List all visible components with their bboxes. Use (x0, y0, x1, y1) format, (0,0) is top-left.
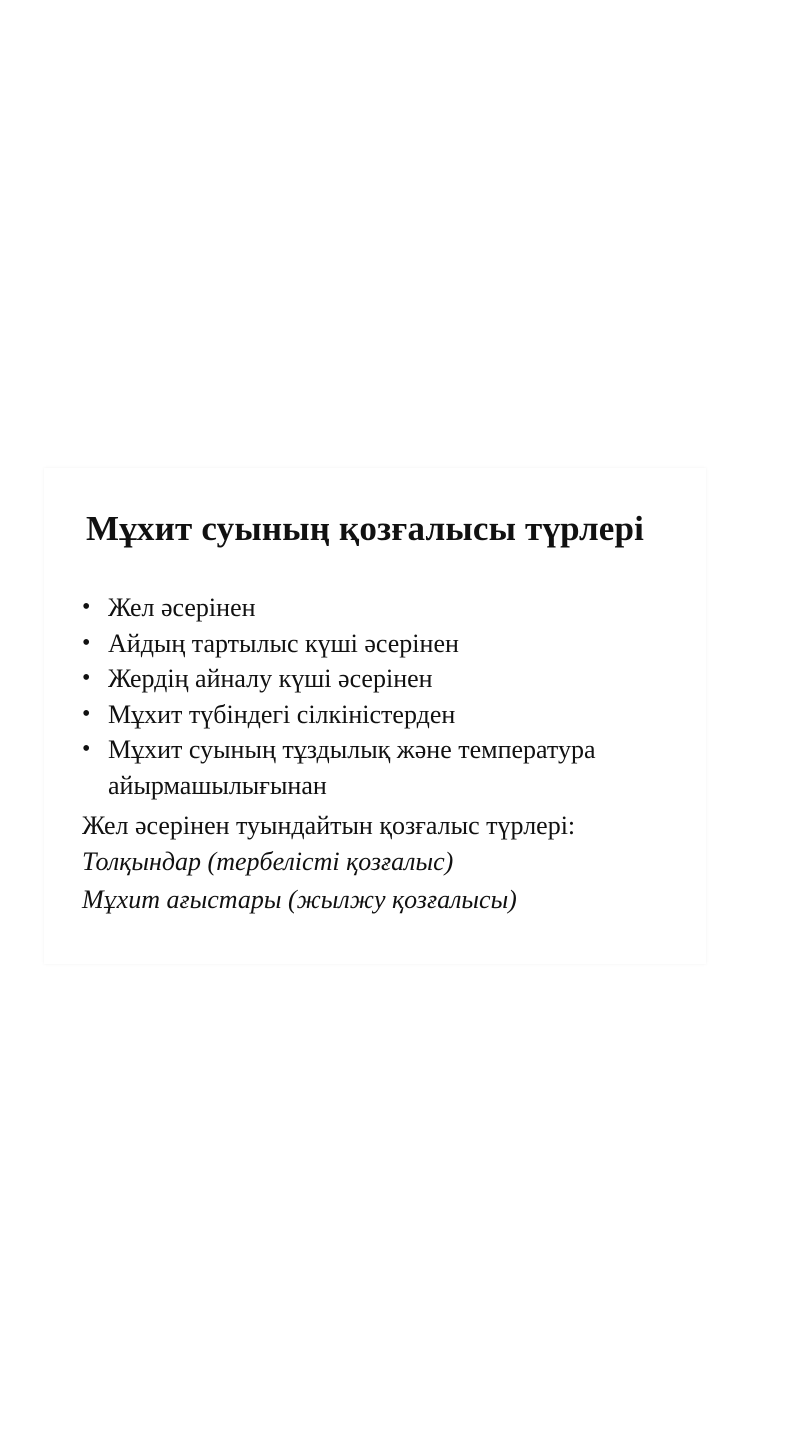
current-types-line: Мұхит ағыстары (жылжу қозғалысы) (82, 885, 517, 914)
list-item-text: Жел әсерінен (108, 593, 256, 622)
list-item (82, 661, 682, 697)
list-item (82, 732, 682, 803)
bullet-icon: • (82, 700, 91, 727)
bullet-icon: • (82, 594, 91, 620)
list-item-text: Мұхит түбіндегі сілкіністерден (108, 699, 456, 729)
bullet-icon: • (82, 665, 91, 691)
slide-title: Мұхит суының қозғалысы түрлері (86, 509, 645, 548)
subheading: Жел әсерінен туындайтын қозғалыс түрлері: (82, 811, 576, 840)
list-item (82, 697, 682, 733)
bullet-icon: • (82, 629, 91, 656)
list-item-text: Айдың тартылыс күші әсерінен (108, 628, 459, 658)
list-item-text: Мұхит суының тұздылық және температура айырмашылығынан (108, 735, 596, 800)
bullet-icon: • (82, 736, 91, 762)
wave-types-line: Толқындар (тербелісті қозғалыс) (82, 847, 454, 876)
list-item-text: Жердің айналу күші әсерінен (108, 664, 433, 693)
bullet-list (82, 590, 682, 803)
list-item (82, 590, 682, 626)
slide-panel (44, 468, 706, 964)
list-item (82, 626, 682, 662)
